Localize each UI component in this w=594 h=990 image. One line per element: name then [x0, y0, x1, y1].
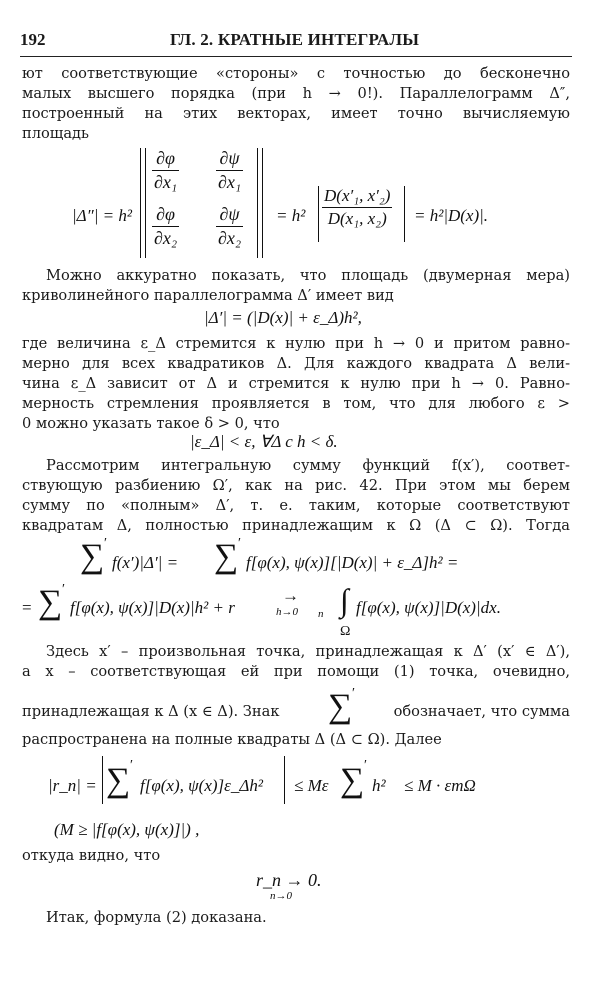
sum-term: f(x′)|Δ′| =	[112, 553, 179, 572]
header-rule	[20, 56, 572, 57]
matrix-cell: $\frac{\partial\varphi}{\text{∂x₁}}$	[154, 148, 178, 192]
outer-bar	[262, 148, 263, 258]
integral-sign: ∫	[340, 582, 349, 618]
matrix-cell: $\frac{\partial\psi}{\text{∂x₁}}$	[218, 148, 242, 192]
matrix-cell: $\frac{\partial\psi}{\text{∂x₂}}$	[218, 204, 242, 248]
text-line: Итак, формула (2) доказана.	[46, 909, 267, 926]
sum-term: f[φ(x), ψ(x)]|D(x)|h² + r	[70, 598, 235, 617]
sum-term: f[φ(x), ψ(x)][|D(x)| + ε_Δ]h² =	[246, 553, 459, 572]
outer-bar	[257, 148, 258, 258]
rn-subscript: n	[318, 608, 324, 620]
abs-bar	[404, 186, 405, 242]
text-line: ют соответствующие «стороны» с точностью до бесконечно	[22, 65, 570, 82]
sum-sign: ∑	[106, 762, 131, 799]
bound-2: ≤ M · εmΩ	[404, 776, 476, 795]
formula-lhs: |Δ″| = h²	[72, 206, 132, 225]
text-line: где величина ε_Δ стремится к нулю при h → 0 и притом равно-	[22, 335, 570, 352]
sum-sign: ∑	[340, 762, 365, 799]
text-line: распространена на полные квадраты Δ (Δ ⊂ Ω). Далее	[22, 731, 442, 748]
running-header	[20, 30, 570, 52]
limit-sub: h→0	[276, 606, 298, 618]
equals-sign: =	[22, 598, 32, 617]
text-line: откуда видно, что	[22, 847, 161, 864]
omega-sub: Ω	[340, 624, 351, 639]
text-line: Рассмотрим интегральную сумму функций f(x′), соответ-	[46, 457, 570, 474]
formula-uniform: |ε_Δ| < ε, ∀Δ с h < δ.	[190, 432, 338, 451]
text-line: ствующую разбиению Ω′, как на рис. 42. При этом мы берем	[22, 477, 570, 494]
outer-bar	[140, 148, 141, 258]
text-line: принадлежащая к Δ (x ∈ Δ). Знак	[22, 703, 280, 720]
formula-eq: = h²	[276, 206, 306, 225]
rn-abs: |r_n| =	[48, 776, 97, 795]
formula-area: |Δ′| = (|D(x)| + ε_Δ)h²,	[204, 308, 362, 327]
jacobian-fraction: $\frac{\text{D(x′₁, x′₂)}}{\text{D(x₁, x₂)}}$	[324, 186, 391, 228]
sum-prime: ′	[104, 536, 108, 551]
sum-prime: ′	[130, 758, 134, 773]
text-line: чина ε_Δ зависит от Δ и стремится к нулю при h → 0. Равно-	[22, 375, 570, 392]
sum-prime: ′	[62, 582, 66, 597]
matrix-cell: $\frac{\partial\varphi}{\text{∂x₂}}$	[154, 204, 178, 248]
chapter-title: ГЛ. 2. КРАТНЫЕ ИНТЕГРАЛЫ	[170, 30, 420, 49]
sum-sign: ∑	[214, 538, 239, 575]
formula-M-bound: (M ≥ |f[φ(x), ψ(x)]|) ,	[54, 820, 200, 839]
abs-bar	[284, 756, 285, 804]
text-line: малых высшего порядка (при h → 0!). Параллелограмм Δ″,	[22, 85, 570, 102]
abs-bar	[318, 186, 319, 242]
page-number: 192	[20, 30, 46, 49]
formula-rhs: = h²|D(x)|.	[414, 206, 489, 225]
integral-term: f[φ(x), ψ(x)]|D(x)|dx.	[356, 598, 501, 617]
text-line: квадратам Δ, полностью принадлежащим к Ω (Δ ⊂ Ω). Тогда	[22, 517, 570, 534]
h-squared: h²	[372, 776, 386, 795]
bound-1: ≤ Mε	[294, 776, 329, 795]
limit-arrow: →	[282, 586, 299, 605]
text-line: Здесь x′ – произвольная точка, принадлежащая к Δ′ (x′ ∈ Δ′),	[46, 643, 570, 660]
text-line: а x – соответствующая ей при помощи (1) точка, очевидно,	[22, 663, 570, 680]
text-line: Можно аккуратно показать, что площадь (двумерная мера)	[46, 267, 570, 284]
text-line: мерно для всех квадратиков Δ. Для каждого квадрата Δ вели-	[22, 355, 570, 372]
sum-prime: ′	[238, 536, 242, 551]
sum-prime: ′	[364, 758, 368, 773]
text-line: 0 можно указать такое δ > 0, что	[22, 415, 280, 432]
sum-sign: ∑	[38, 584, 63, 621]
text-line: площадь	[22, 125, 89, 142]
formula-limit: r_n → 0.	[256, 870, 322, 890]
limit-subscript: n→0	[270, 890, 292, 902]
sum-term: f[φ(x), ψ(x)]ε_Δh²	[140, 776, 263, 795]
text-line: построенный на этих векторах, имеет точно вычисляемую	[22, 105, 570, 122]
text-line: криволинейного параллелограмма Δ′ имеет вид	[22, 287, 394, 304]
sum-prime: ′	[352, 686, 356, 701]
text-line: мерность стремления проявляется в том, что для любого ε >	[22, 395, 570, 412]
sum-sign-inline: ∑	[328, 688, 353, 725]
text-line: обозначает, что сумма	[393, 703, 570, 720]
abs-bar	[102, 756, 103, 804]
text-line: сумму по «полным» Δ′, т. е. таким, которые соответствуют	[22, 497, 570, 514]
outer-bar	[145, 148, 146, 258]
sum-sign: ∑	[80, 538, 105, 575]
